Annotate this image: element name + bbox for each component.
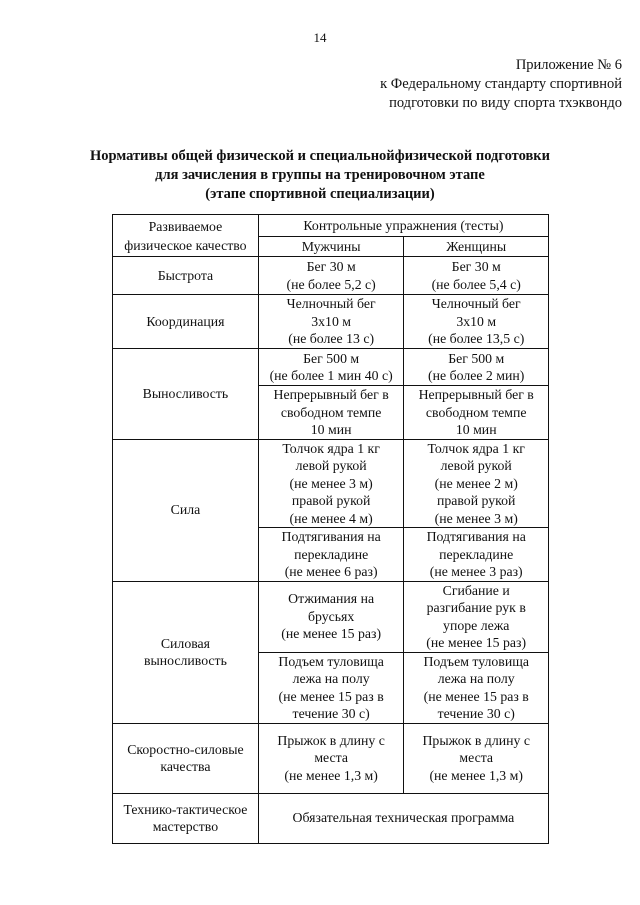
test-line: места <box>314 750 348 766</box>
test-line: (не менее 4 м) <box>289 510 373 526</box>
test-cell-both: Обязательная техническая программа <box>258 793 548 843</box>
table-row <box>113 295 549 349</box>
test-line: правой рукой <box>291 493 371 508</box>
test-line: брусьях <box>307 608 355 624</box>
test-line: 10 мин <box>455 422 497 437</box>
test-line: Прыжок в длину с <box>277 732 385 748</box>
test-line: 3x10 м <box>311 313 352 329</box>
test-line: (не более 5,2 с) <box>286 276 376 292</box>
quality-cell: Сила <box>113 439 259 581</box>
test-line: (не менее 15 раз в <box>278 688 384 704</box>
quality-cell: Силовая выносливость <box>113 581 259 723</box>
test-line: Толчок ядра 1 кг <box>427 440 525 456</box>
test-line: разгибание рук в <box>426 600 526 615</box>
test-cell-women <box>404 581 549 652</box>
test-line: Подтягивания на <box>281 529 381 544</box>
test-line: (не менее 15 раз) <box>281 626 382 642</box>
test-line: Толчок ядра 1 кг <box>282 440 380 456</box>
header-quality: Развиваемое физическое качество <box>113 215 259 257</box>
test-line: (не более 2 мин) <box>428 368 525 383</box>
test-line: правой рукой <box>436 493 516 508</box>
table-row <box>113 257 549 295</box>
appendix-line-2: к Федеральному стандарту спортивной <box>380 76 622 92</box>
test-cell-men <box>258 723 404 793</box>
test-cell-men <box>258 257 404 295</box>
test-line: лежа на полу <box>437 671 515 686</box>
test-cell-men <box>258 295 404 349</box>
test-line: 3x10 м <box>456 313 497 329</box>
test-cell-women <box>404 349 549 386</box>
test-line: места <box>459 750 494 766</box>
test-line: левой рукой <box>295 458 367 473</box>
test-cell-men <box>258 386 404 440</box>
test-line: течение 30 с) <box>292 706 370 721</box>
test-line: (не более 13 с) <box>288 331 375 347</box>
appendix-line-3: подготовки по виду спорта тхэквондо <box>389 95 622 111</box>
page-number: 14 <box>313 30 327 45</box>
document-title <box>0 147 640 204</box>
test-cell-women <box>404 528 549 582</box>
test-line: (не менее 6 раз) <box>284 564 378 579</box>
test-line: упоре лежа <box>443 617 510 633</box>
test-line: Подтягивания на <box>426 529 526 544</box>
test-line: Челночный бег <box>431 296 521 312</box>
test-line: свободном темпе <box>280 404 382 420</box>
test-cell-women <box>404 257 549 295</box>
test-cell-men <box>258 528 404 582</box>
appendix-header <box>380 56 622 113</box>
table-row <box>113 581 549 652</box>
test-cell-men <box>258 581 404 652</box>
test-line: лежа на полу <box>292 671 370 686</box>
test-cell-women <box>404 386 549 440</box>
table-row <box>113 793 549 843</box>
test-line: (не менее 3 раз) <box>429 564 523 579</box>
table-row <box>113 349 549 386</box>
header-men: Мужчины <box>258 237 404 257</box>
quality-cell: Выносливость <box>113 349 259 440</box>
test-line: свободном темпе <box>425 404 527 420</box>
test-line: (не более 5,4 с) <box>431 276 521 292</box>
title-line-3: (этапе спортивной специализации) <box>205 186 435 202</box>
test-line: 10 мин <box>310 422 352 437</box>
quality-cell: Координация <box>113 295 259 349</box>
header-tests: Контрольные упражнения (тесты) <box>258 215 548 237</box>
test-line: перекладине <box>439 546 514 562</box>
header-women: Женщины <box>404 237 549 257</box>
test-line: Непрерывный бег в <box>418 387 534 402</box>
test-line: (не менее 3 м) <box>434 510 518 526</box>
test-cell-men <box>258 652 404 723</box>
test-line: (не более 1 мин 40 с) <box>269 368 393 383</box>
test-line: (не менее 15 раз в <box>423 688 529 704</box>
test-cell-men <box>258 439 404 528</box>
title-line-1: Нормативы общей физической и специальнойфизической подготовки <box>89 148 551 164</box>
appendix-line-1: Приложение № 6 <box>515 57 622 73</box>
test-cell-women <box>404 723 549 793</box>
test-line: Бег 500 м <box>448 350 505 366</box>
test-line: Бег 500 м <box>303 350 360 366</box>
test-cell-women <box>404 652 549 723</box>
test-line: перекладине <box>294 546 369 562</box>
test-line: Бег 30 м <box>451 259 501 274</box>
test-line: Подъем туловища <box>423 653 529 669</box>
test-line: (не менее 1,3 м) <box>429 767 523 783</box>
test-line: Подъем туловища <box>278 653 384 669</box>
test-line: Бег 30 м <box>306 259 356 274</box>
test-line: (не менее 2 м) <box>434 475 518 491</box>
test-cell-women <box>404 295 549 349</box>
test-cell-women <box>404 439 549 528</box>
test-line: (не менее 15 раз) <box>426 635 527 650</box>
test-line: Прыжок в длину с <box>422 732 530 748</box>
norms-table <box>112 214 549 844</box>
quality-cell: Технико-тактическое мастерство <box>113 793 259 843</box>
test-line: левой рукой <box>440 458 512 473</box>
table-row <box>113 439 549 528</box>
test-line: (не менее 3 м) <box>289 475 373 491</box>
quality-cell: Скоростно-силовые качества <box>113 723 259 793</box>
table-row <box>113 723 549 793</box>
test-line: (не менее 1,3 м) <box>284 767 378 783</box>
quality-cell: Быстрота <box>113 257 259 295</box>
test-line: Непрерывный бег в <box>273 387 389 402</box>
title-line-2: для зачисления в группы на тренировочном этапе <box>155 167 485 183</box>
test-line: течение 30 с) <box>437 706 515 721</box>
test-cell-men <box>258 349 404 386</box>
test-line: Сгибание и <box>442 582 510 598</box>
test-line: (не более 13,5 с) <box>428 331 525 347</box>
test-line: Челночный бег <box>286 296 376 312</box>
test-line: Отжимания на <box>288 591 375 607</box>
